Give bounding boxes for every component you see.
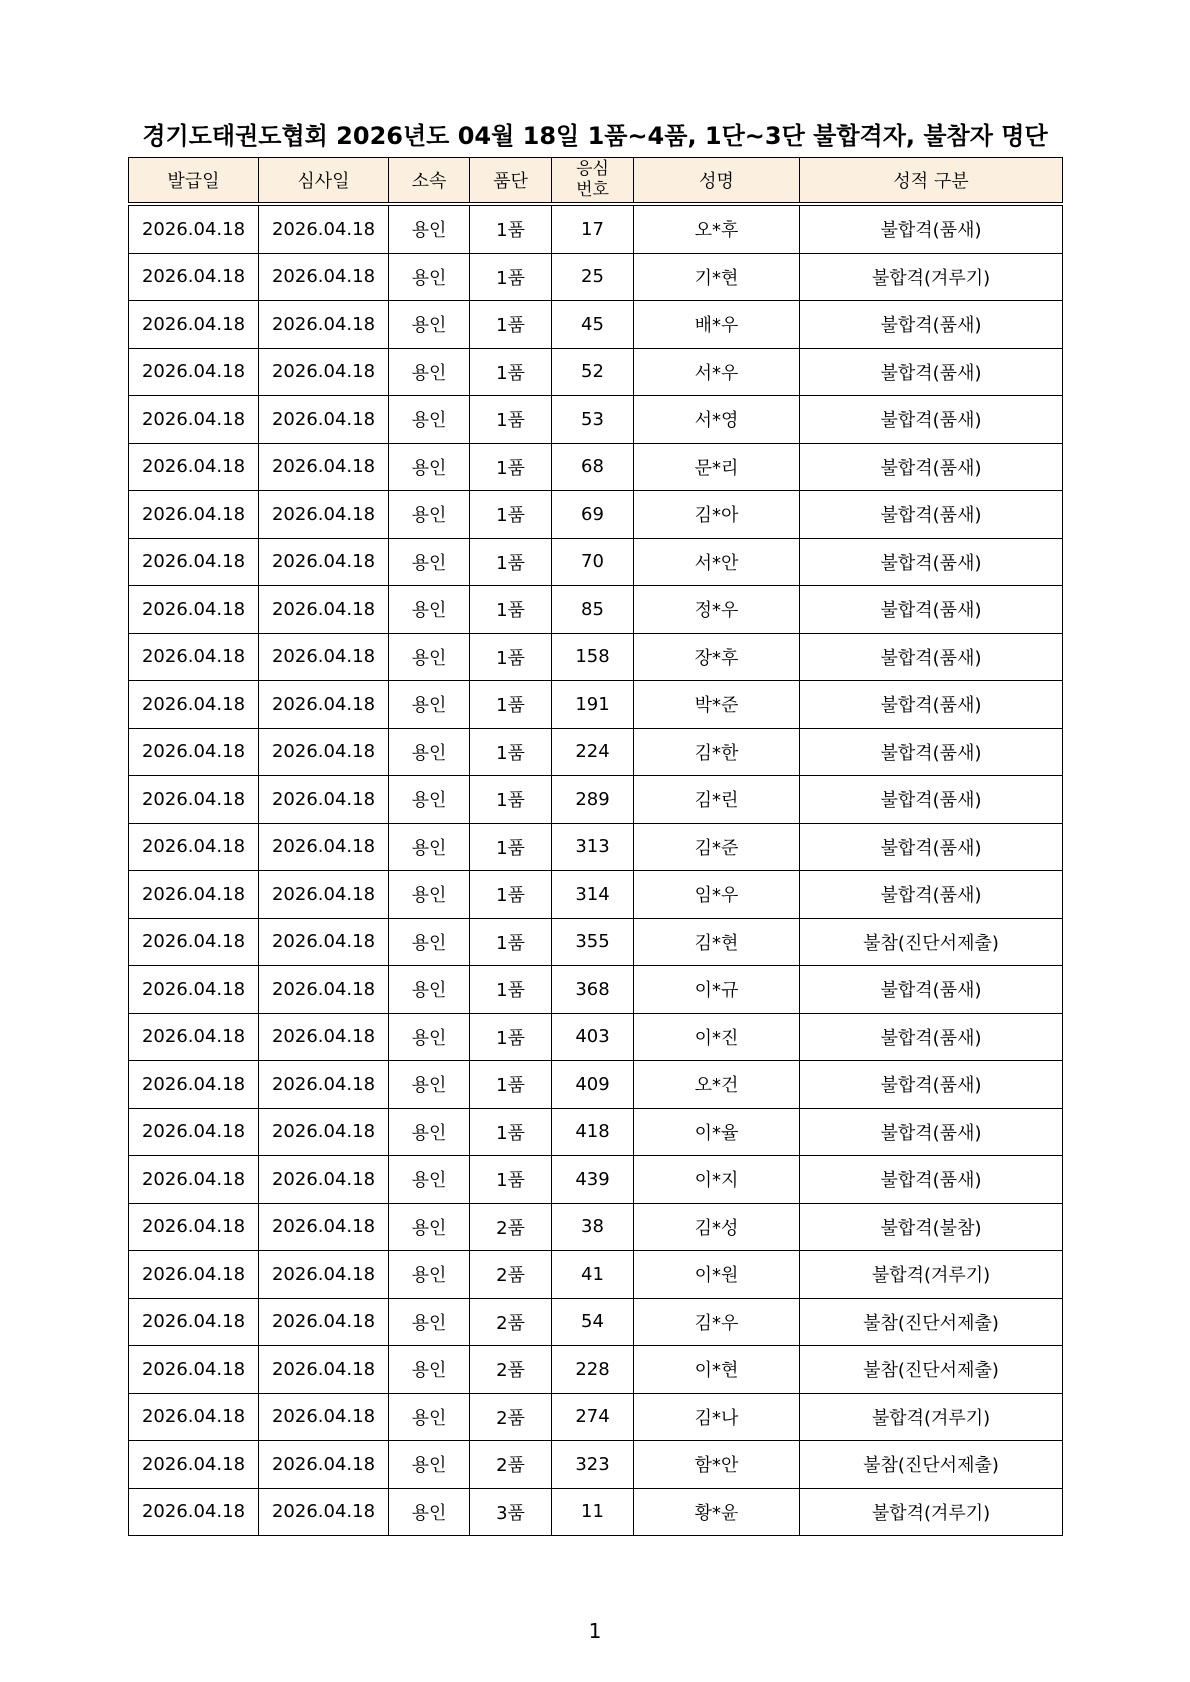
cell-issue-date: 2026.04.18 [129, 253, 259, 301]
cell-affiliation: 용인 [389, 1251, 470, 1299]
cell-affiliation: 용인 [389, 443, 470, 491]
table-row [129, 1346, 1063, 1394]
cell-name: 서*영 [634, 396, 800, 444]
table-row [129, 681, 1063, 729]
cell-affiliation: 용인 [389, 871, 470, 919]
cell-name: 이*진 [634, 1013, 800, 1061]
cell-result: 불합격(품새) [800, 728, 1063, 776]
cell-exam-date: 2026.04.18 [259, 538, 389, 586]
cell-exam-number: 70 [552, 538, 634, 586]
cell-affiliation: 용인 [389, 918, 470, 966]
cell-result: 불합격(품새) [800, 1108, 1063, 1156]
cell-rank: 2품 [470, 1298, 552, 1346]
cell-issue-date: 2026.04.18 [129, 301, 259, 349]
cell-exam-number: 439 [552, 1156, 634, 1204]
table-row [129, 443, 1063, 491]
cell-affiliation: 용인 [389, 1298, 470, 1346]
cell-exam-date: 2026.04.18 [259, 966, 389, 1014]
cell-exam-date: 2026.04.18 [259, 776, 389, 824]
cell-name: 이*규 [634, 966, 800, 1014]
cell-exam-number: 68 [552, 443, 634, 491]
cell-issue-date: 2026.04.18 [129, 348, 259, 396]
table-row [129, 586, 1063, 634]
cell-name: 문*리 [634, 443, 800, 491]
cell-result: 불참(진단서제출) [800, 1346, 1063, 1394]
table-row [129, 1488, 1063, 1536]
table-row [129, 1203, 1063, 1251]
cell-exam-number: 54 [552, 1298, 634, 1346]
table-row [129, 823, 1063, 871]
failure-roster-table [128, 157, 1063, 1536]
cell-affiliation: 용인 [389, 348, 470, 396]
cell-result: 불합격(품새) [800, 538, 1063, 586]
header-name: 성명 [634, 158, 800, 205]
cell-name: 김*나 [634, 1393, 800, 1441]
table-row [129, 633, 1063, 681]
cell-exam-date: 2026.04.18 [259, 728, 389, 776]
cell-issue-date: 2026.04.18 [129, 776, 259, 824]
cell-exam-date: 2026.04.18 [259, 633, 389, 681]
cell-result: 불합격(품새) [800, 871, 1063, 919]
table-row [129, 491, 1063, 539]
table-row [129, 1061, 1063, 1109]
cell-affiliation: 용인 [389, 586, 470, 634]
cell-exam-number: 85 [552, 586, 634, 634]
cell-rank: 1품 [470, 966, 552, 1014]
cell-result: 불합격(품새) [800, 301, 1063, 349]
cell-name: 박*준 [634, 681, 800, 729]
cell-exam-number: 191 [552, 681, 634, 729]
cell-name: 오*건 [634, 1061, 800, 1109]
cell-result: 불합격(품새) [800, 776, 1063, 824]
cell-exam-number: 158 [552, 633, 634, 681]
cell-affiliation: 용인 [389, 1346, 470, 1394]
cell-exam-date: 2026.04.18 [259, 1061, 389, 1109]
cell-affiliation: 용인 [389, 1488, 470, 1536]
cell-issue-date: 2026.04.18 [129, 443, 259, 491]
cell-exam-number: 17 [552, 204, 634, 253]
cell-exam-number: 11 [552, 1488, 634, 1536]
cell-issue-date: 2026.04.18 [129, 1013, 259, 1061]
cell-exam-date: 2026.04.18 [259, 918, 389, 966]
cell-exam-date: 2026.04.18 [259, 443, 389, 491]
cell-affiliation: 용인 [389, 1156, 470, 1204]
cell-exam-number: 313 [552, 823, 634, 871]
cell-rank: 1품 [470, 204, 552, 253]
cell-result: 불합격(품새) [800, 633, 1063, 681]
cell-exam-number: 403 [552, 1013, 634, 1061]
cell-result: 불합격(품새) [800, 1156, 1063, 1204]
cell-exam-date: 2026.04.18 [259, 586, 389, 634]
cell-rank: 1품 [470, 1061, 552, 1109]
cell-issue-date: 2026.04.18 [129, 633, 259, 681]
cell-issue-date: 2026.04.18 [129, 871, 259, 919]
cell-exam-number: 418 [552, 1108, 634, 1156]
table-row [129, 348, 1063, 396]
cell-rank: 1품 [470, 253, 552, 301]
table-row [129, 204, 1063, 253]
cell-issue-date: 2026.04.18 [129, 823, 259, 871]
header-rank: 품단 [470, 158, 552, 205]
cell-affiliation: 용인 [389, 1203, 470, 1251]
cell-name: 이*현 [634, 1346, 800, 1394]
cell-exam-number: 52 [552, 348, 634, 396]
table-row [129, 918, 1063, 966]
cell-exam-number: 314 [552, 871, 634, 919]
header-issue-date: 발급일 [129, 158, 259, 205]
cell-exam-date: 2026.04.18 [259, 1156, 389, 1204]
cell-issue-date: 2026.04.18 [129, 586, 259, 634]
cell-rank: 1품 [470, 348, 552, 396]
cell-exam-date: 2026.04.18 [259, 204, 389, 253]
cell-name: 김*준 [634, 823, 800, 871]
cell-result: 불합격(품새) [800, 681, 1063, 729]
cell-result: 불합격(불참) [800, 1203, 1063, 1251]
cell-exam-number: 224 [552, 728, 634, 776]
cell-issue-date: 2026.04.18 [129, 1298, 259, 1346]
cell-rank: 1품 [470, 1108, 552, 1156]
cell-exam-date: 2026.04.18 [259, 1298, 389, 1346]
cell-rank: 1품 [470, 823, 552, 871]
cell-exam-date: 2026.04.18 [259, 1108, 389, 1156]
cell-issue-date: 2026.04.18 [129, 966, 259, 1014]
cell-affiliation: 용인 [389, 1393, 470, 1441]
cell-affiliation: 용인 [389, 396, 470, 444]
cell-result: 불합격(품새) [800, 491, 1063, 539]
table-row [129, 1013, 1063, 1061]
cell-exam-date: 2026.04.18 [259, 871, 389, 919]
cell-exam-date: 2026.04.18 [259, 1203, 389, 1251]
cell-result: 불합격(품새) [800, 348, 1063, 396]
cell-name: 황*윤 [634, 1488, 800, 1536]
cell-result: 불합격(겨루기) [800, 1488, 1063, 1536]
cell-issue-date: 2026.04.18 [129, 1251, 259, 1299]
cell-affiliation: 용인 [389, 538, 470, 586]
cell-exam-date: 2026.04.18 [259, 681, 389, 729]
cell-issue-date: 2026.04.18 [129, 1441, 259, 1489]
table-row [129, 1393, 1063, 1441]
cell-affiliation: 용인 [389, 823, 470, 871]
cell-name: 장*후 [634, 633, 800, 681]
cell-rank: 1품 [470, 538, 552, 586]
cell-exam-number: 25 [552, 253, 634, 301]
cell-exam-date: 2026.04.18 [259, 348, 389, 396]
cell-exam-date: 2026.04.18 [259, 1346, 389, 1394]
cell-result: 불합격(겨루기) [800, 1251, 1063, 1299]
cell-result: 불참(진단서제출) [800, 1441, 1063, 1489]
cell-rank: 1품 [470, 301, 552, 349]
cell-exam-number: 274 [552, 1393, 634, 1441]
cell-exam-date: 2026.04.18 [259, 301, 389, 349]
cell-name: 서*안 [634, 538, 800, 586]
cell-name: 이*원 [634, 1251, 800, 1299]
cell-exam-number: 289 [552, 776, 634, 824]
cell-rank: 2품 [470, 1393, 552, 1441]
header-result: 성적 구분 [800, 158, 1063, 205]
cell-name: 오*후 [634, 204, 800, 253]
cell-exam-number: 409 [552, 1061, 634, 1109]
cell-name: 정*우 [634, 586, 800, 634]
cell-name: 김*현 [634, 918, 800, 966]
cell-name: 김*아 [634, 491, 800, 539]
cell-rank: 2품 [470, 1346, 552, 1394]
cell-affiliation: 용인 [389, 1441, 470, 1489]
cell-affiliation: 용인 [389, 1108, 470, 1156]
cell-exam-number: 53 [552, 396, 634, 444]
header-exam-date: 심사일 [259, 158, 389, 205]
cell-exam-date: 2026.04.18 [259, 1393, 389, 1441]
document-title: 경기도태권도협회 2026년도 04월 18일 1품~4품, 1단~3단 불합격자, 불참자 명단 [142, 122, 1048, 150]
cell-rank: 1품 [470, 776, 552, 824]
table-row [129, 1251, 1063, 1299]
cell-exam-number: 69 [552, 491, 634, 539]
cell-name: 김*우 [634, 1298, 800, 1346]
cell-name: 김*성 [634, 1203, 800, 1251]
cell-result: 불합격(겨루기) [800, 1393, 1063, 1441]
table-row [129, 1156, 1063, 1204]
cell-name: 배*우 [634, 301, 800, 349]
cell-result: 불합격(품새) [800, 396, 1063, 444]
table-row [129, 1298, 1063, 1346]
cell-rank: 1품 [470, 871, 552, 919]
cell-name: 김*린 [634, 776, 800, 824]
cell-rank: 2품 [470, 1441, 552, 1489]
cell-rank: 1품 [470, 586, 552, 634]
cell-rank: 1품 [470, 633, 552, 681]
cell-issue-date: 2026.04.18 [129, 1156, 259, 1204]
cell-issue-date: 2026.04.18 [129, 1488, 259, 1536]
cell-exam-date: 2026.04.18 [259, 396, 389, 444]
cell-exam-date: 2026.04.18 [259, 253, 389, 301]
cell-issue-date: 2026.04.18 [129, 1061, 259, 1109]
cell-name: 서*우 [634, 348, 800, 396]
cell-affiliation: 용인 [389, 491, 470, 539]
cell-issue-date: 2026.04.18 [129, 396, 259, 444]
table-row [129, 253, 1063, 301]
table-row [129, 966, 1063, 1014]
cell-exam-date: 2026.04.18 [259, 491, 389, 539]
cell-affiliation: 용인 [389, 776, 470, 824]
table-row [129, 538, 1063, 586]
cell-affiliation: 용인 [389, 253, 470, 301]
cell-issue-date: 2026.04.18 [129, 1203, 259, 1251]
table-row [129, 1441, 1063, 1489]
cell-affiliation: 용인 [389, 966, 470, 1014]
cell-result: 불참(진단서제출) [800, 918, 1063, 966]
cell-exam-date: 2026.04.18 [259, 1488, 389, 1536]
table-header-row [129, 158, 1063, 205]
cell-rank: 1품 [470, 396, 552, 444]
cell-name: 임*우 [634, 871, 800, 919]
cell-result: 불합격(품새) [800, 586, 1063, 634]
cell-rank: 3품 [470, 1488, 552, 1536]
cell-affiliation: 용인 [389, 633, 470, 681]
cell-result: 불합격(품새) [800, 1013, 1063, 1061]
cell-name: 이*지 [634, 1156, 800, 1204]
cell-issue-date: 2026.04.18 [129, 491, 259, 539]
cell-result: 불합격(품새) [800, 1061, 1063, 1109]
cell-name: 기*현 [634, 253, 800, 301]
cell-result: 불합격(품새) [800, 823, 1063, 871]
cell-rank: 1품 [470, 728, 552, 776]
table-row [129, 728, 1063, 776]
cell-exam-date: 2026.04.18 [259, 823, 389, 871]
header-affiliation: 소속 [389, 158, 470, 205]
cell-exam-number: 228 [552, 1346, 634, 1394]
cell-exam-number: 38 [552, 1203, 634, 1251]
cell-exam-number: 41 [552, 1251, 634, 1299]
cell-affiliation: 용인 [389, 204, 470, 253]
cell-result: 불합격(품새) [800, 966, 1063, 1014]
cell-rank: 2품 [470, 1251, 552, 1299]
cell-affiliation: 용인 [389, 1061, 470, 1109]
cell-rank: 1품 [470, 1156, 552, 1204]
cell-rank: 1품 [470, 681, 552, 729]
table-row [129, 396, 1063, 444]
cell-issue-date: 2026.04.18 [129, 204, 259, 253]
cell-issue-date: 2026.04.18 [129, 681, 259, 729]
cell-issue-date: 2026.04.18 [129, 1346, 259, 1394]
cell-exam-date: 2026.04.18 [259, 1013, 389, 1061]
cell-name: 김*한 [634, 728, 800, 776]
header-exam-number: 응심 번호 [552, 158, 634, 205]
cell-exam-date: 2026.04.18 [259, 1251, 389, 1299]
cell-issue-date: 2026.04.18 [129, 538, 259, 586]
cell-rank: 1품 [470, 918, 552, 966]
cell-rank: 1품 [470, 1013, 552, 1061]
table-row [129, 776, 1063, 824]
table-body [129, 204, 1063, 1536]
cell-exam-number: 45 [552, 301, 634, 349]
cell-issue-date: 2026.04.18 [129, 1108, 259, 1156]
cell-result: 불합격(품새) [800, 443, 1063, 491]
cell-affiliation: 용인 [389, 728, 470, 776]
table-row [129, 301, 1063, 349]
cell-affiliation: 용인 [389, 1013, 470, 1061]
cell-exam-number: 355 [552, 918, 634, 966]
cell-affiliation: 용인 [389, 301, 470, 349]
page-number: 1 [588, 1619, 602, 1643]
cell-exam-date: 2026.04.18 [259, 1441, 389, 1489]
cell-name: 함*안 [634, 1441, 800, 1489]
cell-rank: 2품 [470, 1203, 552, 1251]
cell-result: 불합격(품새) [800, 204, 1063, 253]
cell-rank: 1품 [470, 491, 552, 539]
cell-issue-date: 2026.04.18 [129, 728, 259, 776]
cell-exam-number: 368 [552, 966, 634, 1014]
cell-rank: 1품 [470, 443, 552, 491]
table-row [129, 1108, 1063, 1156]
cell-exam-number: 323 [552, 1441, 634, 1489]
table-row [129, 871, 1063, 919]
cell-result: 불합격(겨루기) [800, 253, 1063, 301]
cell-affiliation: 용인 [389, 681, 470, 729]
cell-issue-date: 2026.04.18 [129, 1393, 259, 1441]
cell-result: 불참(진단서제출) [800, 1298, 1063, 1346]
cell-name: 이*율 [634, 1108, 800, 1156]
cell-issue-date: 2026.04.18 [129, 918, 259, 966]
